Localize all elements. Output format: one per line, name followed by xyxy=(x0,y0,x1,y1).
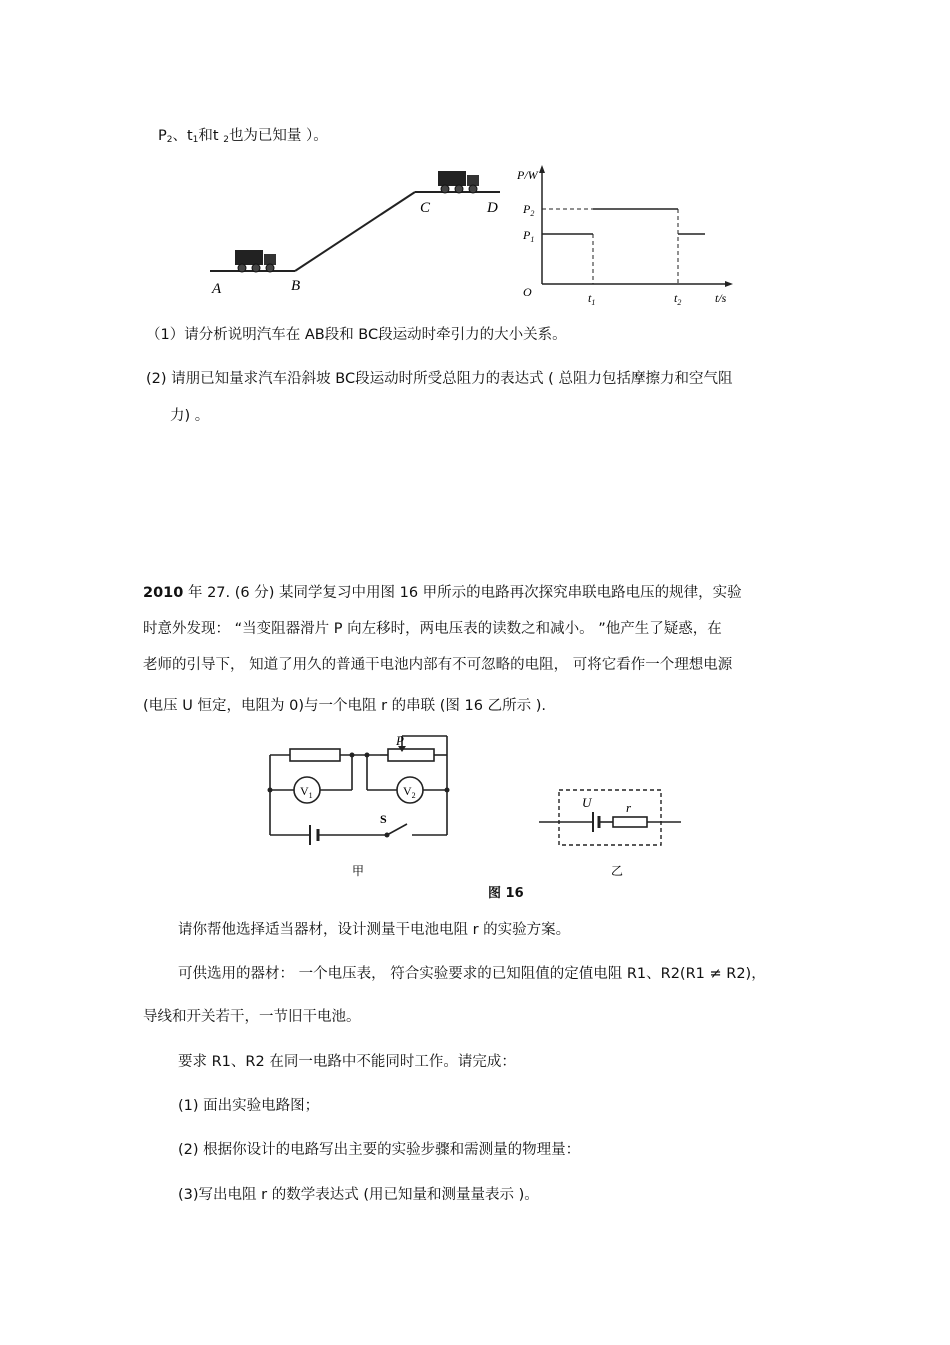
problem-2010-line-4: (电压 U 恒定，电阻为 0)与一个电阻 r 的串联 (图 16 乙所示 ). xyxy=(143,698,546,714)
label-B: B xyxy=(291,278,301,294)
separator-t: 、t xyxy=(172,128,193,144)
fixed-resistor xyxy=(290,749,340,761)
origin-label: O xyxy=(523,285,532,299)
figure-caption: 图 16 xyxy=(488,886,524,901)
problem-line-1-text: 年 27. (6 分) 某同学复习中用图 16 甲所示的电路再次探究串联电路电压的规律，实验 xyxy=(183,585,742,601)
slider-p-label: P xyxy=(396,733,404,748)
body-line-3: 导线和开关若干，一节旧干电池。 xyxy=(143,1009,361,1025)
resistance-r-label: r xyxy=(626,800,632,815)
body-line-7: (3)写出电阻 r 的数学表达式 (用已知量和测量量表示 )。 xyxy=(178,1187,539,1203)
truck-bottom-icon xyxy=(235,250,276,272)
body-line-6: (2) 根据你设计的电路写出主要的实验步骤和需测量的物理量： xyxy=(178,1142,581,1158)
x-axis-label: t/s xyxy=(715,291,727,305)
p1-label: $P_1$ xyxy=(523,228,535,244)
question-2-line-2: 力) 。 xyxy=(170,408,210,424)
truck-top-icon xyxy=(438,171,479,193)
circuit-yi xyxy=(535,785,685,880)
problem-year: 2010 xyxy=(143,585,184,601)
switch-s-label: S xyxy=(380,812,387,826)
rheostat-resistor xyxy=(388,749,434,761)
truck-slope-figure xyxy=(200,160,510,300)
internal-resistor-r xyxy=(613,817,647,827)
p2-symbol: P xyxy=(158,128,167,144)
problem-2010-line-1 xyxy=(143,584,742,602)
t2-label: $t_2$ xyxy=(674,291,682,307)
and-t: 和t xyxy=(198,128,224,144)
voltage-u-label: U xyxy=(582,795,592,810)
switch-s xyxy=(387,824,407,835)
p2-label: $P_2$ xyxy=(523,202,535,218)
intro-line xyxy=(158,127,328,149)
label-A: A xyxy=(212,281,222,297)
t1-label: $t_1$ xyxy=(588,291,596,307)
body-line-5: (1) 面出实验电路图； xyxy=(178,1098,320,1114)
t2-subscript: 2 xyxy=(223,135,229,145)
body-line-1: 请你帮他选择适当器材，设计测量干电池电阻 r 的实验方案。 xyxy=(178,922,571,938)
question-1: （1）请分析说明汽车在 AB段和 BC段运动时牵引力的大小关系。 xyxy=(146,327,567,343)
body-line-4: 要求 R1、R2 在同一电路中不能同时工作。请完成： xyxy=(178,1054,516,1070)
label-D: D xyxy=(487,200,498,216)
circuit-jia xyxy=(262,730,462,882)
body-line-2: 可供选用的器材： 一个电压表， 符合实验要求的已知阻值的定值电阻 R1、R2(R1 ≠ R2)， xyxy=(178,966,766,982)
y-axis-label: P/W xyxy=(517,168,538,182)
v2-label: $V_2$ xyxy=(403,784,416,800)
label-yi: 乙 xyxy=(611,864,624,878)
question-2-line-1: (2) 请朋已知量求汽车沿斜坡 BC段运动时所受总阻力的表达式 ( 总阻力包括摩擦力和空气阻 xyxy=(146,371,733,387)
power-time-graph xyxy=(515,162,740,310)
problem-2010-line-2: 时意外发现： “当变阻器滑片 P 向左移时，两电压表的读数之和减小。 ”他产生了疑惑，在 xyxy=(143,621,722,637)
t1-subscript: 1 xyxy=(192,135,199,145)
intro-rest: 也为已知量 ）。 xyxy=(228,128,328,144)
v1-label: $V_1$ xyxy=(300,784,313,800)
label-jia: 甲 xyxy=(352,864,365,878)
label-C: C xyxy=(420,200,431,216)
problem-2010-line-3: 老师的引导下， 知道了用久的普通干电池内部有不可忽略的电阻， 可将它看作一个理想电源 xyxy=(143,657,733,673)
p2-subscript: 2 xyxy=(166,135,173,145)
